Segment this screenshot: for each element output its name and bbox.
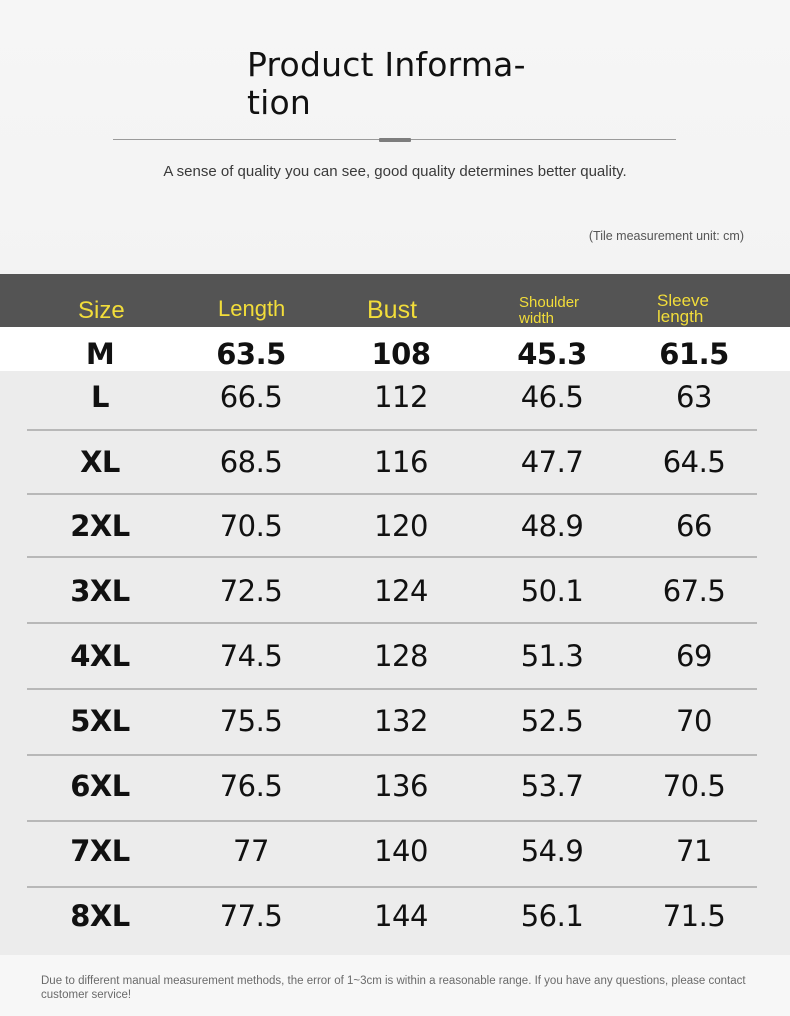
cell-length: 63.5 bbox=[216, 337, 286, 371]
cell-size: M bbox=[85, 337, 115, 371]
cell-length: 77.5 bbox=[219, 899, 283, 933]
column-header-bust: Bust bbox=[367, 296, 418, 324]
cell-shoulder-width: 51.3 bbox=[520, 639, 584, 673]
cell-size: 8XL bbox=[70, 899, 130, 933]
cell-size: 4XL bbox=[70, 639, 130, 673]
table-row bbox=[0, 831, 790, 871]
row-divider bbox=[27, 820, 757, 822]
page-subtitle: A sense of quality you can see, good quality determines better quality. bbox=[163, 163, 627, 180]
cell-sleeve-length: 69 bbox=[676, 639, 712, 673]
cell-sleeve-length: 63 bbox=[676, 380, 712, 414]
row-divider bbox=[27, 754, 757, 756]
table-row bbox=[0, 506, 790, 546]
table-row bbox=[0, 442, 790, 482]
footer-note: Due to different manual measurement methods, the error of 1~3cm is within a reasonable range. If you have any questions, please contact customer service! bbox=[41, 975, 746, 1001]
table-row bbox=[0, 334, 790, 374]
cell-sleeve-length: 71.5 bbox=[662, 899, 726, 933]
column-header-sleeve-length: Sleeve length bbox=[657, 291, 709, 326]
cell-size: 5XL bbox=[70, 704, 130, 738]
cell-size: L bbox=[91, 380, 109, 414]
title-divider-accent bbox=[379, 138, 411, 142]
cell-sleeve-length: 70 bbox=[676, 704, 712, 738]
cell-shoulder-width: 45.3 bbox=[517, 337, 587, 371]
table-row bbox=[0, 377, 790, 417]
cell-shoulder-width: 54.9 bbox=[520, 834, 584, 868]
cell-length: 66.5 bbox=[219, 380, 283, 414]
cell-length: 70.5 bbox=[219, 509, 283, 543]
cell-shoulder-width: 56.1 bbox=[520, 899, 584, 933]
cell-bust: 140 bbox=[374, 834, 428, 868]
row-divider bbox=[27, 429, 757, 431]
table-row bbox=[0, 571, 790, 611]
table-row bbox=[0, 766, 790, 806]
row-divider bbox=[27, 622, 757, 624]
column-header-size: Size bbox=[78, 297, 125, 324]
cell-bust: 108 bbox=[371, 337, 431, 371]
cell-size: 2XL bbox=[70, 509, 130, 543]
row-divider bbox=[27, 688, 757, 690]
cell-size: XL bbox=[80, 445, 120, 479]
table-row bbox=[0, 636, 790, 676]
cell-length: 75.5 bbox=[219, 704, 283, 738]
cell-length: 72.5 bbox=[219, 574, 283, 608]
cell-sleeve-length: 64.5 bbox=[662, 445, 726, 479]
cell-shoulder-width: 47.7 bbox=[520, 445, 584, 479]
cell-shoulder-width: 50.1 bbox=[520, 574, 584, 608]
cell-size: 6XL bbox=[70, 769, 130, 803]
cell-length: 76.5 bbox=[219, 769, 283, 803]
cell-bust: 128 bbox=[374, 639, 428, 673]
row-divider bbox=[27, 493, 757, 495]
cell-bust: 136 bbox=[374, 769, 428, 803]
cell-sleeve-length: 70.5 bbox=[662, 769, 726, 803]
cell-bust: 132 bbox=[374, 704, 428, 738]
cell-shoulder-width: 52.5 bbox=[520, 704, 584, 738]
cell-size: 7XL bbox=[70, 834, 130, 868]
cell-length: 77 bbox=[233, 834, 269, 868]
cell-bust: 112 bbox=[374, 380, 428, 414]
cell-sleeve-length: 67.5 bbox=[662, 574, 726, 608]
cell-bust: 124 bbox=[374, 574, 428, 608]
cell-size: 3XL bbox=[70, 574, 130, 608]
row-divider bbox=[27, 556, 757, 558]
cell-length: 74.5 bbox=[219, 639, 283, 673]
cell-bust: 116 bbox=[374, 445, 428, 479]
cell-bust: 120 bbox=[374, 509, 428, 543]
unit-note: (Tile measurement unit: cm) bbox=[588, 229, 744, 243]
cell-shoulder-width: 48.9 bbox=[520, 509, 584, 543]
cell-sleeve-length: 61.5 bbox=[659, 337, 729, 371]
cell-sleeve-length: 71 bbox=[676, 834, 712, 868]
column-header-length: Length bbox=[218, 296, 286, 321]
cell-sleeve-length: 66 bbox=[676, 509, 712, 543]
cell-bust: 144 bbox=[374, 899, 428, 933]
row-divider bbox=[27, 886, 757, 888]
page-title: Product Informa- tion bbox=[247, 45, 526, 122]
table-row bbox=[0, 701, 790, 741]
column-header-shoulder-width: Shoulder width bbox=[519, 294, 580, 327]
table-row bbox=[0, 896, 790, 936]
cell-length: 68.5 bbox=[219, 445, 283, 479]
cell-shoulder-width: 53.7 bbox=[520, 769, 584, 803]
cell-shoulder-width: 46.5 bbox=[520, 380, 584, 414]
